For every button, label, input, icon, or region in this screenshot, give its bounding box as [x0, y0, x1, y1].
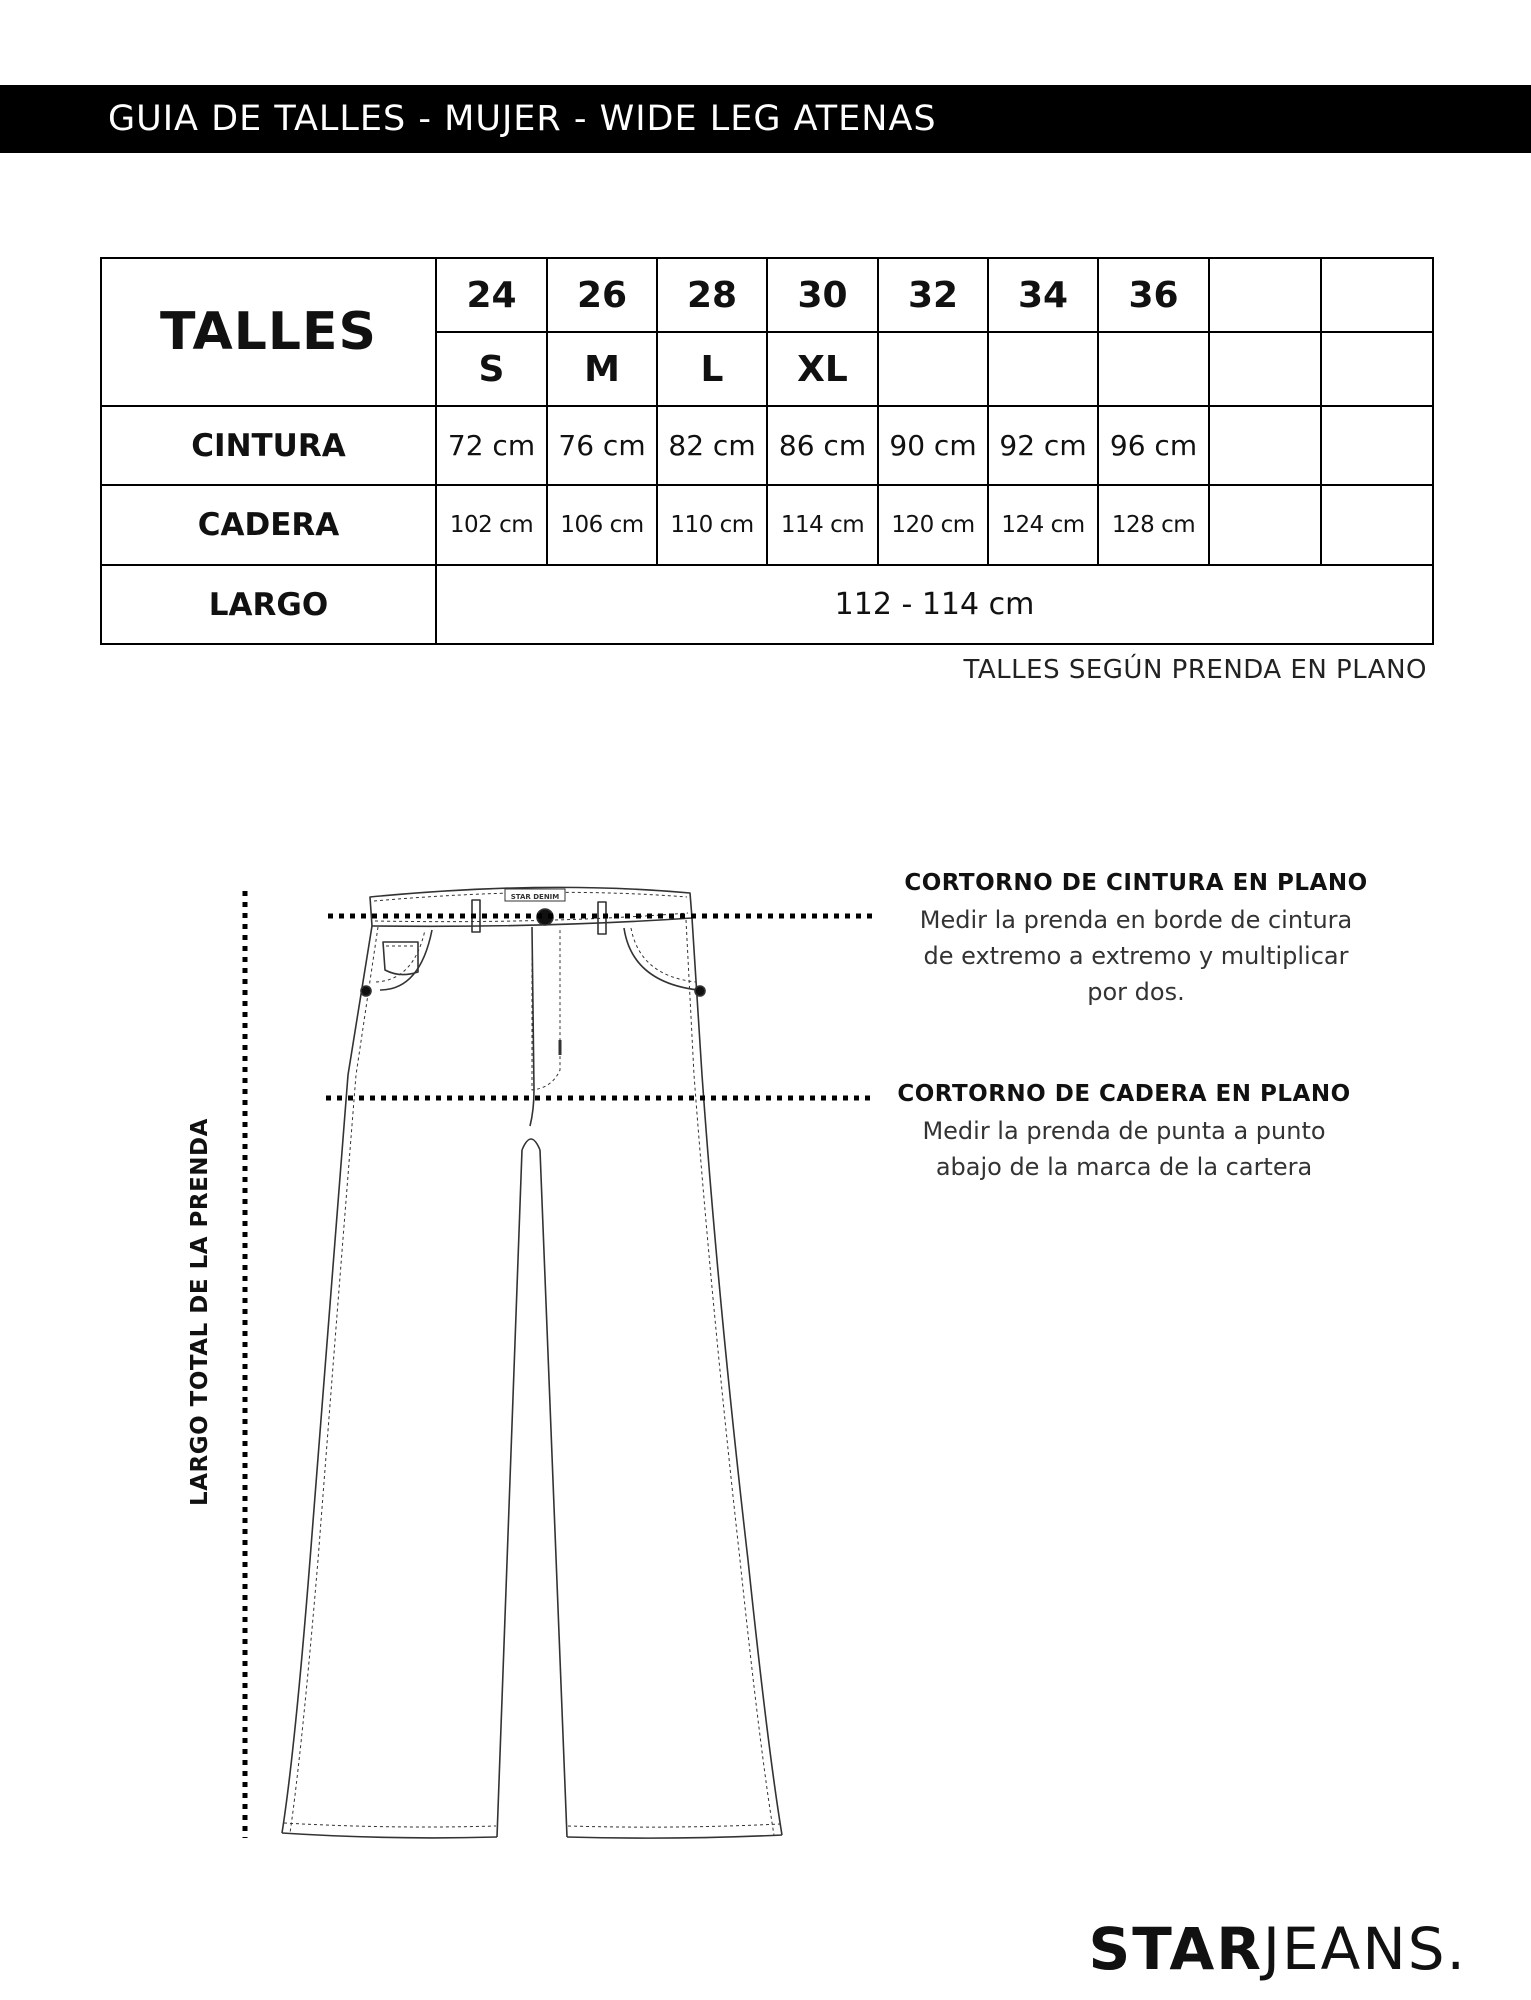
- cintura-value: 76 cm: [547, 406, 657, 485]
- size-letter: S: [436, 332, 547, 406]
- cadera-value: 124 cm: [988, 485, 1098, 565]
- waist-annotation-title: CORTORNO DE CINTURA EN PLANO: [904, 870, 1368, 896]
- waistband-tag-text: STAR DENIM: [510, 893, 560, 901]
- cadera-value: 102 cm: [436, 485, 547, 565]
- row-label-cintura: CINTURA: [101, 406, 436, 485]
- size-number: 36: [1098, 258, 1209, 332]
- size-number: 24: [436, 258, 547, 332]
- cadera-value: 106 cm: [547, 485, 657, 565]
- row-label-largo: LARGO: [101, 565, 436, 644]
- row-label-cadera: CADERA: [101, 485, 436, 565]
- cintura-value: 82 cm: [657, 406, 767, 485]
- size-number: 32: [878, 258, 988, 332]
- waist-annotation: [876, 870, 1396, 1010]
- cintura-value: 96 cm: [1098, 406, 1209, 485]
- cintura-value: 86 cm: [767, 406, 878, 485]
- hip-annotation: [864, 1081, 1384, 1185]
- cintura-value: 90 cm: [878, 406, 988, 485]
- cadera-value: 114 cm: [767, 485, 878, 565]
- cadera-value: 128 cm: [1098, 485, 1209, 565]
- size-number: 34: [988, 258, 1098, 332]
- brand-part1: STAR: [1088, 1915, 1263, 1983]
- size-number: 28: [657, 258, 767, 332]
- waist-annotation-text: Medir la prenda en borde de cintura de extremo a extremo y multiplicar por dos.: [919, 906, 1353, 1006]
- brand-logo: [1089, 1915, 1467, 1983]
- size-number: 26: [547, 258, 657, 332]
- cadera-value: 120 cm: [878, 485, 988, 565]
- hip-annotation-title: CORTORNO DE CADERA EN PLANO: [897, 1081, 1351, 1107]
- flat-measure-note: TALLES SEGÚN PRENDA EN PLANO: [963, 655, 1427, 685]
- largo-value: 112 - 114 cm: [436, 565, 1433, 644]
- size-letter: L: [657, 332, 767, 406]
- size-letter: XL: [767, 332, 878, 406]
- cintura-value: 92 cm: [988, 406, 1098, 485]
- brand-part2: JEANS.: [1262, 1915, 1467, 1983]
- size-number: 30: [767, 258, 878, 332]
- hip-annotation-text: Medir la prenda de punta a punto abajo de la marca de la cartera: [922, 1117, 1326, 1181]
- size-letter: M: [547, 332, 657, 406]
- talles-header: TALLES: [101, 258, 436, 406]
- cintura-value: 72 cm: [436, 406, 547, 485]
- cadera-value: 110 cm: [657, 485, 767, 565]
- page-title: GUIA DE TALLES - MUJER - WIDE LEG ATENAS: [108, 99, 937, 139]
- length-label: LARGO TOTAL DE LA PRENDA: [187, 1118, 213, 1506]
